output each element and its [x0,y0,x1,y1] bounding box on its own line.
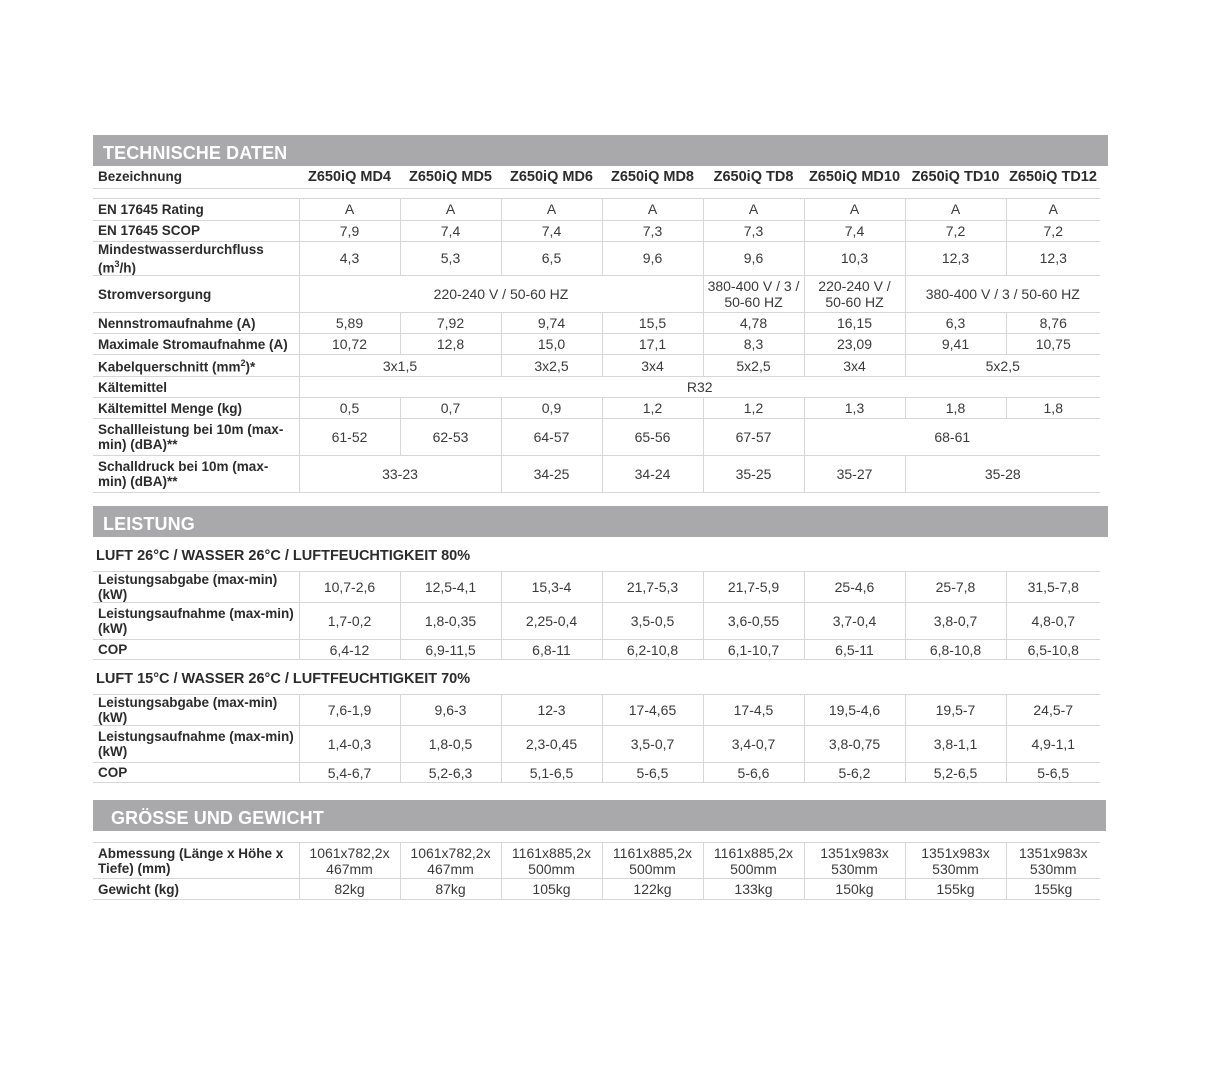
section-header-groesse-und-gewicht [93,800,1106,831]
performance-table-2 [93,694,1100,783]
section-header-technische-daten [93,135,1108,166]
table-row [93,198,1100,220]
table-row [93,603,1100,640]
cell: 6,3 [905,313,1006,334]
cell: 5,2-6,5 [905,763,1006,783]
cell: 4,8-0,7 [1006,603,1100,640]
cell: 1,3 [804,398,905,419]
cell: 5,2-6,3 [400,763,501,783]
cell: 6,8-10,8 [905,640,1006,660]
cell: 155kg [1006,879,1100,900]
cell: 105kg [501,879,602,900]
section-header-leistung [93,506,1108,537]
cell: 1351x983x 530mm [804,843,905,879]
cell: 5-6,6 [703,763,804,783]
cell: 1,2 [602,398,703,419]
table-row [93,377,1100,398]
cell: 1,8 [1006,398,1100,419]
row-label: COP [93,763,299,783]
cell: 7,4 [804,220,905,241]
row-label: Stromversorgung [93,276,299,313]
cell: 35-27 [804,456,905,493]
cell: 6,4-12 [299,640,400,660]
table-row [93,763,1100,783]
cell: 34-24 [602,456,703,493]
cell: 3x4 [804,355,905,377]
cell: 1351x983x 530mm [1006,843,1100,879]
model-header: Z650iQ TD10 [905,166,1006,188]
cell: 3x4 [602,355,703,377]
model-header: Z650iQ MD4 [299,166,400,188]
cell: 380-400 V / 3 / 50-60 HZ [703,276,804,313]
table-row [93,572,1100,603]
cell: 1,4-0,3 [299,726,400,763]
cell: 23,09 [804,334,905,355]
cell: 7,4 [501,220,602,241]
row-label: EN 17645 SCOP [93,220,299,241]
cell: 150kg [804,879,905,900]
cell: 220-240 V / 50-60 HZ [804,276,905,313]
table-header-row [93,166,1100,188]
row-label: COP [93,640,299,660]
cell: 7,92 [400,313,501,334]
cell: 3,6-0,55 [703,603,804,640]
model-header: Z650iQ TD12 [1006,166,1100,188]
cell: 0,5 [299,398,400,419]
cell: 19,5-4,6 [804,695,905,726]
row-label: Kältemittel Menge (kg) [93,398,299,419]
cell: 4,9-1,1 [1006,726,1100,763]
cell: 1,7-0,2 [299,603,400,640]
cell: 3,4-0,7 [703,726,804,763]
cell: 12,8 [400,334,501,355]
cell: 0,9 [501,398,602,419]
cell: 5,1-6,5 [501,763,602,783]
cell: 3,8-0,7 [905,603,1006,640]
cell: 6,2-10,8 [602,640,703,660]
cell: 5,89 [299,313,400,334]
cell: 155kg [905,879,1006,900]
cell: 67-57 [703,419,804,456]
cell: 122kg [602,879,703,900]
cell: 62-53 [400,419,501,456]
cell: 6,8-11 [501,640,602,660]
cell: 7,9 [299,220,400,241]
technical-data-table [93,166,1100,493]
cell: 35-25 [703,456,804,493]
cell: 3,8-1,1 [905,726,1006,763]
row-label: Schallleistung bei 10m (max-min) (dBA)** [93,419,299,456]
cell: A [299,198,400,220]
cell: 1,8-0,35 [400,603,501,640]
cell: 15,3-4 [501,572,602,603]
table-row [93,220,1100,241]
table-row [93,313,1100,334]
cell: 68-61 [804,419,1100,456]
cell: 6,5-10,8 [1006,640,1100,660]
performance-table-1 [93,571,1100,660]
cell: 1,2 [703,398,804,419]
cell: 4,78 [703,313,804,334]
cell: 5x2,5 [703,355,804,377]
cell: 380-400 V / 3 / 50-60 HZ [905,276,1100,313]
cell: 87kg [400,879,501,900]
cell: 1161x885,2x 500mm [602,843,703,879]
cell: 15,0 [501,334,602,355]
cell: 5-6,5 [602,763,703,783]
cell: 15,5 [602,313,703,334]
model-header: Z650iQ MD6 [501,166,602,188]
row-label: EN 17645 Rating [93,198,299,220]
table-row [93,419,1100,456]
cell: 35-28 [905,456,1100,493]
cell: 5,3 [400,241,501,276]
cell: 5x2,5 [905,355,1100,377]
cell: 1161x885,2x 500mm [703,843,804,879]
model-header: Z650iQ MD8 [602,166,703,188]
cell: 12,3 [905,241,1006,276]
cell: 10,72 [299,334,400,355]
row-label: Kabelquerschnitt $(mm^2)*$ [93,355,299,377]
cell: 12,5-4,1 [400,572,501,603]
cell: R32 [299,377,1100,398]
cell: 7,3 [602,220,703,241]
cell: 0,7 [400,398,501,419]
cell: 5,4-6,7 [299,763,400,783]
cell: 3x1,5 [299,355,501,377]
cell: 64-57 [501,419,602,456]
cell: 2,3-0,45 [501,726,602,763]
cell: 1061x782,2x 467mm [299,843,400,879]
cell: 24,5-7 [1006,695,1100,726]
cell: 1,8-0,5 [400,726,501,763]
row-label: Leistungsaufnahme (max-min) (kW) [93,603,299,640]
cell: A [602,198,703,220]
row-label: Leistungsabgabe (max-min) (kW) [93,695,299,726]
cell: 6,9-11,5 [400,640,501,660]
cell: 9,41 [905,334,1006,355]
cell: 1061x782,2x 467mm [400,843,501,879]
table-row [93,241,1100,276]
row-label: Abmessung (Länge x Höhe x Tiefe) (mm) [93,843,299,879]
cell: 17-4,5 [703,695,804,726]
cell: 6,5 [501,241,602,276]
cell: A [501,198,602,220]
cell: 1161x885,2x 500mm [501,843,602,879]
row-label: Bezeichnung [93,166,299,188]
cell: 16,15 [804,313,905,334]
section-title: LEISTUNG [103,514,195,534]
cell: 10,75 [1006,334,1100,355]
cell: 7,6-1,9 [299,695,400,726]
cell: 34-25 [501,456,602,493]
table-row [93,726,1100,763]
table-row [93,334,1100,355]
cell: 7,2 [905,220,1006,241]
row-label: Gewicht (kg) [93,879,299,900]
condition-title: LUFT 26°C / WASSER 26°C / LUFTFEUCHTIGKEIT 80% [96,548,471,564]
row-label: Leistungsabgabe (max-min) (kW) [93,572,299,603]
cell: A [804,198,905,220]
cell: 1351x983x 530mm [905,843,1006,879]
cell: 3,5-0,5 [602,603,703,640]
cell: 9,74 [501,313,602,334]
cell: 5-6,2 [804,763,905,783]
size-weight-table [93,842,1100,900]
row-label: Maximale Stromaufnahme (A) [93,334,299,355]
table-row [93,398,1100,419]
row-label: Mindestwasserdurchfluss $(m^3/h)$ [93,241,299,276]
table-row [93,640,1100,660]
cell: 31,5-7,8 [1006,572,1100,603]
cell: 7,2 [1006,220,1100,241]
cell: 61-52 [299,419,400,456]
cell: 7,3 [703,220,804,241]
cell: 7,4 [400,220,501,241]
table-row [93,456,1100,493]
table-row [93,879,1100,900]
cell: A [905,198,1006,220]
cell: A [703,198,804,220]
cell: 3x2,5 [501,355,602,377]
table-row [93,276,1100,313]
cell: 12-3 [501,695,602,726]
cell: 3,7-0,4 [804,603,905,640]
table-row [93,355,1100,377]
cell: 21,7-5,3 [602,572,703,603]
cell: 6,5-11 [804,640,905,660]
row-label: Leistungsaufnahme (max-min) (kW) [93,726,299,763]
cell: 12,3 [1006,241,1100,276]
cell: 25-4,6 [804,572,905,603]
cell: A [400,198,501,220]
row-label: Schalldruck bei 10m (max-min) (dBA)** [93,456,299,493]
cell: 65-56 [602,419,703,456]
cell: 9,6 [703,241,804,276]
cell: 19,5-7 [905,695,1006,726]
cell: 9,6 [602,241,703,276]
cell: 21,7-5,9 [703,572,804,603]
cell: 6,1-10,7 [703,640,804,660]
cell: 9,6-3 [400,695,501,726]
cell: 8,76 [1006,313,1100,334]
cell: A [1006,198,1100,220]
cell: 17,1 [602,334,703,355]
cell: 1,8 [905,398,1006,419]
model-header: Z650iQ TD8 [703,166,804,188]
section-title: GRÖSSE UND GEWICHT [111,808,324,828]
cell: 5-6,5 [1006,763,1100,783]
cell: 10,7-2,6 [299,572,400,603]
section-title: TECHNISCHE DATEN [103,143,288,163]
cell: 33-23 [299,456,501,493]
cell: 8,3 [703,334,804,355]
cell: 3,8-0,75 [804,726,905,763]
model-header: Z650iQ MD10 [804,166,905,188]
table-row [93,843,1100,879]
cell: 3,5-0,7 [602,726,703,763]
cell: 2,25-0,4 [501,603,602,640]
model-header: Z650iQ MD5 [400,166,501,188]
cell: 82kg [299,879,400,900]
cell: 10,3 [804,241,905,276]
cell: 220-240 V / 50-60 HZ [299,276,703,313]
cell: 25-7,8 [905,572,1006,603]
row-label: Kältemittel [93,377,299,398]
cell: 17-4,65 [602,695,703,726]
table-row [93,695,1100,726]
cell: 133kg [703,879,804,900]
row-label: Nennstromaufnahme (A) [93,313,299,334]
condition-title: LUFT 15°C / WASSER 26°C / LUFTFEUCHTIGKEIT 70% [96,671,471,687]
cell: 4,3 [299,241,400,276]
